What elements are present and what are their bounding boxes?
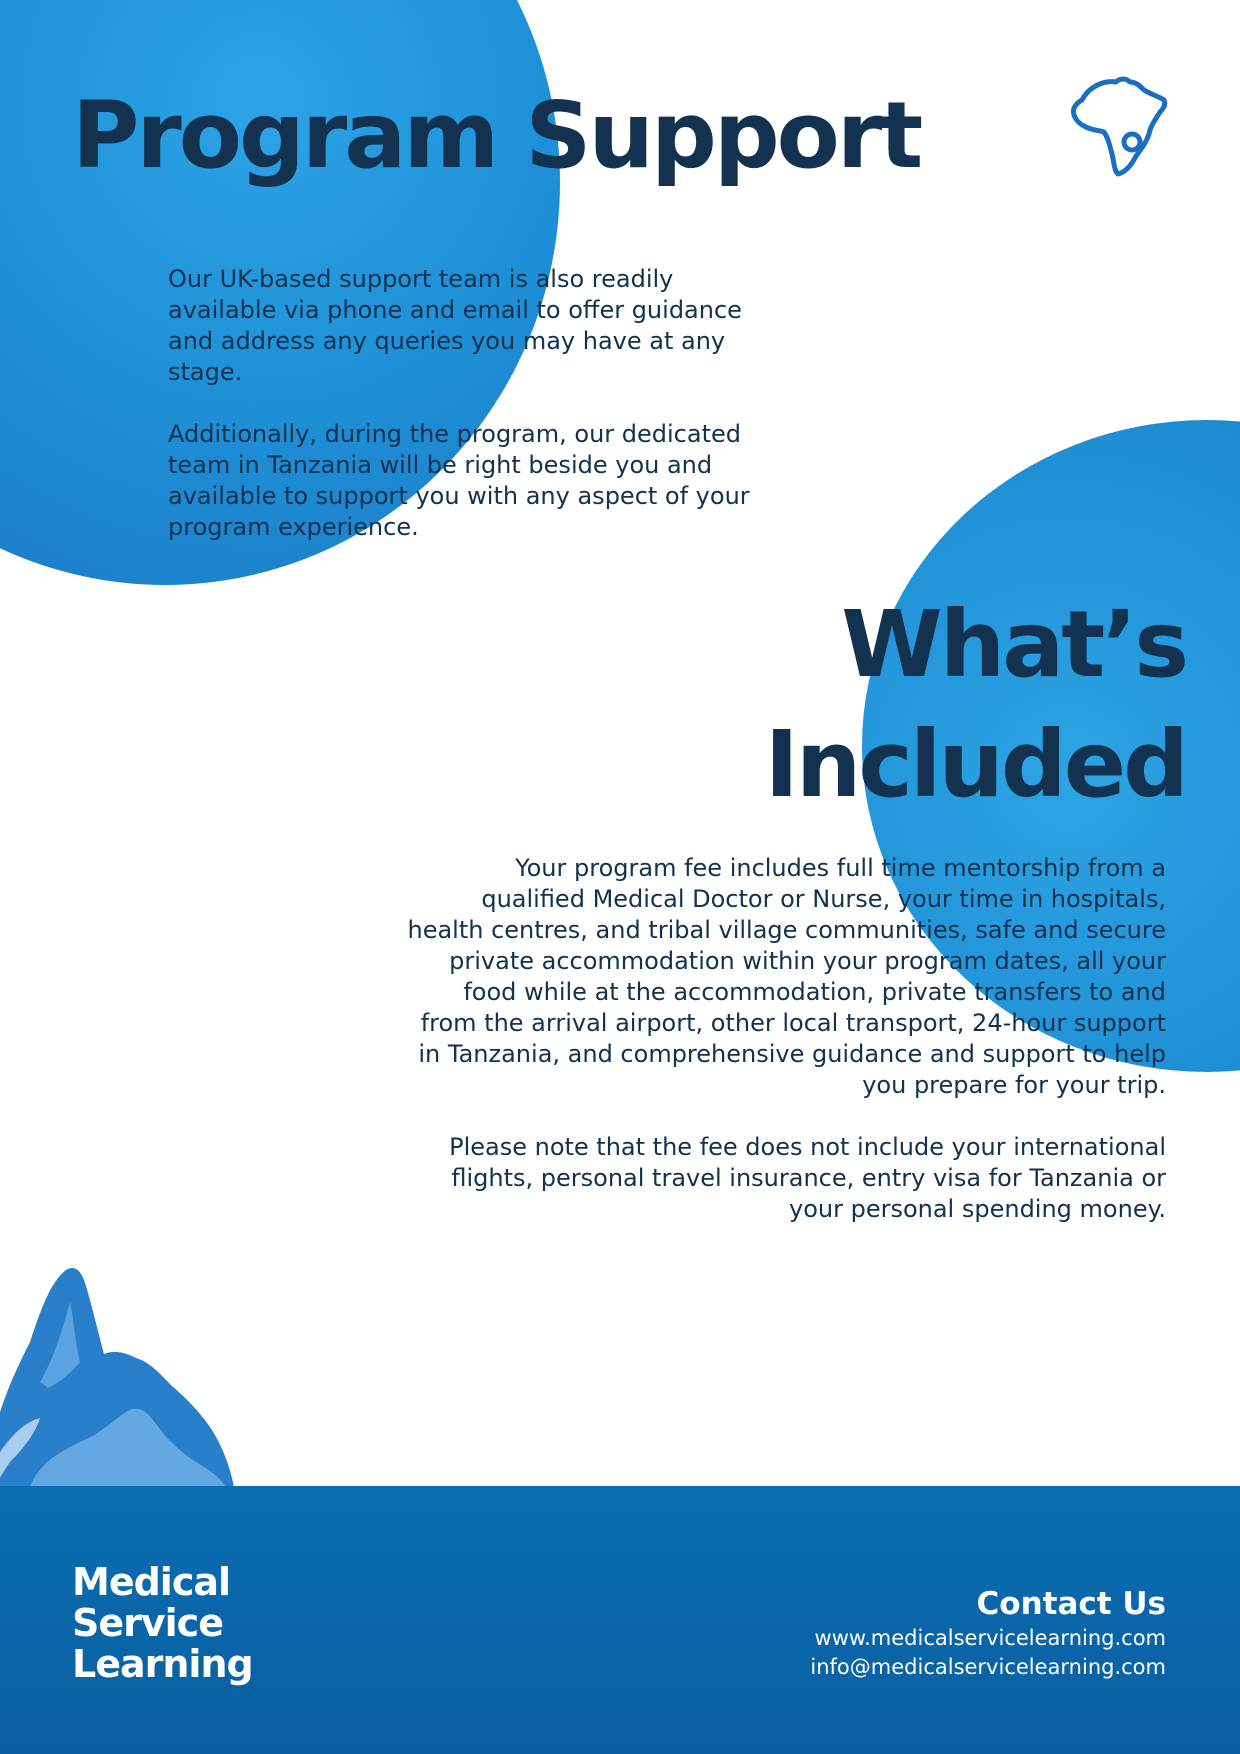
brand-line: Service	[72, 1601, 223, 1645]
program-support-title: Program Support	[72, 82, 921, 189]
email-link[interactable]: info@medicalservicelearning.com	[810, 1655, 1166, 1679]
brand-line: Medical	[72, 1560, 231, 1604]
whats-included-paragraph: Your program fee includes full time mentorship from a qualified Medical Doctor or Nurse, your time in hospitals, health centres, and tribal village communities, safe and secure private accommodation within your program dates, all your food while at the accommodation, private transfers to and from the arrival airport, other local transport, 24-hour support in Tanzania, and comprehensive guidance and support to help you prepare for your trip.	[407, 854, 1166, 1099]
africa-outline-icon	[1060, 70, 1172, 180]
whats-included-paragraph: Please note that the fee does not include your international flights, personal travel insurance, entry visa for Tanzania or your personal spending money.	[449, 1133, 1166, 1223]
program-support-paragraph: Our UK-based support team is also readily available via phone and email to offer guidance and address any queries you may have at any stage.	[168, 265, 742, 386]
website-link[interactable]: www.medicalservicelearning.com	[814, 1626, 1166, 1650]
program-support-paragraph: Additionally, during the program, our dedicated team in Tanzania will be right beside you and available to support you with any aspect of your program experience.	[168, 420, 750, 541]
brand-line: Learning	[72, 1642, 253, 1686]
contact-block	[810, 1584, 1166, 1682]
whats-included-title-line: Included	[764, 711, 1186, 818]
footer	[0, 1486, 1240, 1754]
contact-heading: Contact Us	[976, 1586, 1166, 1622]
whats-included-body	[406, 853, 1166, 1256]
whats-included-title	[765, 585, 1186, 825]
whats-included-title-line: What’s	[841, 591, 1186, 698]
brand-logo	[72, 1562, 253, 1685]
mountain-illustration	[0, 1262, 240, 1487]
program-support-body	[168, 264, 778, 574]
